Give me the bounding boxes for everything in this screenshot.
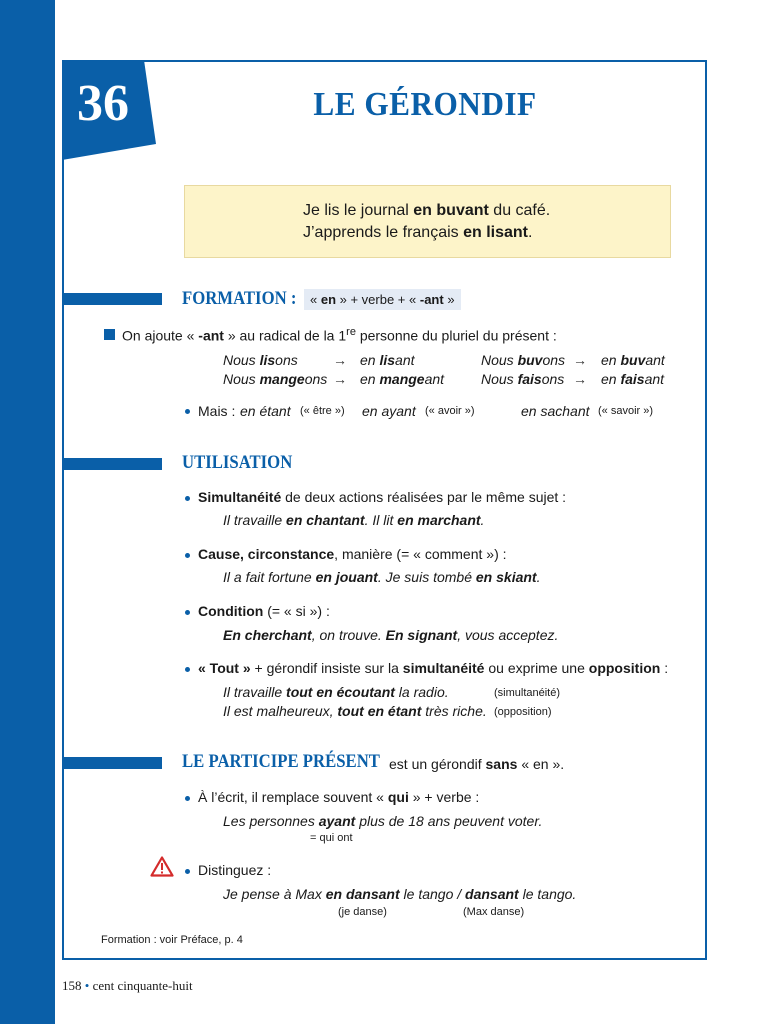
pair-lisons: Nous lisons — [223, 352, 298, 368]
arrow-icon: → — [573, 371, 587, 387]
simultaneite-example: Il travaille en chantant. Il lit en marchant. — [223, 512, 485, 528]
distinguez-bullet: Distinguez : — [198, 862, 272, 878]
condition-example: En cherchant, on trouve. En signant, vous acceptez. — [223, 627, 559, 643]
exception-avoir-gloss: (« avoir ») — [425, 405, 475, 417]
pair-mangeant: en mangeant — [360, 371, 445, 387]
arrow-icon: → — [333, 371, 347, 387]
warning-icon — [150, 856, 174, 877]
condition-bullet: Condition (= « si ») : — [198, 603, 330, 619]
bullet-icon — [185, 869, 190, 874]
section-bar-formation — [62, 293, 162, 305]
square-bullet-icon — [104, 329, 115, 340]
distinguez-note-1: (je danse) — [338, 906, 387, 918]
chapter-number: 36 — [77, 75, 129, 132]
chapter-badge — [62, 60, 156, 160]
pair-faisons: Nous faisons — [481, 371, 565, 387]
section-title-formation: FORMATION : — [182, 288, 297, 309]
bullet-icon — [185, 796, 190, 801]
distinguez-note-2: (Max danse) — [463, 906, 525, 918]
bullet-icon — [185, 409, 190, 414]
section-bar-participe — [62, 757, 162, 769]
exception-etre-gloss: (« être ») — [300, 405, 345, 417]
exception-avoir: en ayant — [362, 403, 416, 419]
formation-reference: Formation : voir Préface, p. 4 — [101, 934, 243, 946]
example-box — [184, 185, 671, 258]
ecrit-example: Les personnes ayant plus de 18 ans peuvent voter. — [223, 813, 543, 829]
bullet-icon — [185, 553, 190, 558]
pair-faisant: en faisant — [601, 371, 665, 387]
page-title: LE GÉRONDIF — [313, 86, 537, 123]
bullet-icon — [185, 610, 190, 615]
pair-mangeons: Nous mangeons — [223, 371, 328, 387]
exceptions-label: Mais : — [198, 403, 236, 419]
example-line-1: Je lis le journal en buvant du café. — [303, 202, 551, 219]
arrow-icon: → — [573, 352, 587, 368]
tout-example-2: Il est malheureux, tout en étant très riche. — [223, 703, 487, 719]
tout-note-1: (simultanéité) — [494, 687, 561, 699]
page-footer: 158 • cent cinquante-huit — [62, 978, 193, 993]
left-margin-band — [0, 0, 55, 1024]
arrow-icon: → — [333, 352, 347, 368]
example-line-2: J’apprends le français en lisant. — [303, 224, 533, 241]
section-bar-utilisation — [62, 458, 162, 470]
distinguez-example: Je pense à Max en dansant le tango / dansant le tango. — [223, 886, 577, 902]
cause-example: Il a fait fortune en jouant. Je suis tombé en skiant. — [223, 569, 541, 585]
section-title-utilisation: UTILISATION — [182, 452, 293, 473]
cause-bullet: Cause, circonstance, manière (= « comment ») : — [198, 546, 507, 562]
pair-buvant: en buvant — [601, 352, 665, 368]
exception-savoir: en sachant — [521, 403, 590, 419]
ecrit-bullet: À l’écrit, il remplace souvent « qui » + verbe : — [198, 789, 480, 805]
tout-note-2: (opposition) — [494, 706, 552, 718]
exception-etre: en étant — [240, 403, 291, 419]
exception-savoir-gloss: (« savoir ») — [598, 405, 654, 417]
pair-lisant: en lisant — [360, 352, 415, 368]
formation-formula: « en » + verbe + « -ant » — [304, 289, 461, 310]
participe-heading-rest: est un gérondif sans « en ». — [389, 756, 565, 772]
simultaneite-bullet: Simultanéité de deux actions réalisées par le même sujet : — [198, 489, 567, 505]
section-title-participe: LE PARTICIPE PRÉSENT — [182, 751, 380, 772]
formation-rule: On ajoute « -ant » au radical de la 1re personne du pluriel du présent : — [122, 326, 557, 344]
tout-example-1: Il travaille tout en écoutant la radio. — [223, 684, 449, 700]
pair-buvons: Nous buvons — [481, 352, 566, 368]
tout-bullet: « Tout » + gérondif insiste sur la simultanéité ou exprime une opposition : — [198, 660, 669, 676]
bullet-icon — [185, 496, 190, 501]
ecrit-note: = qui ont — [310, 832, 353, 844]
bullet-icon — [185, 667, 190, 672]
